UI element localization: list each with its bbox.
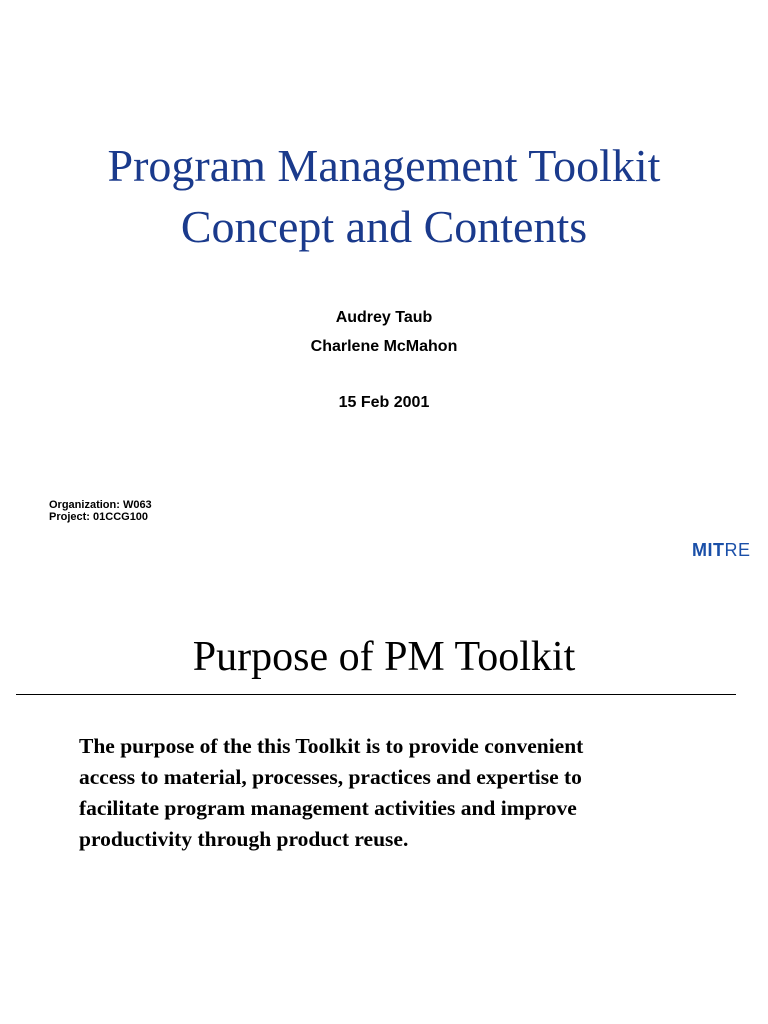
title-divider [16, 694, 736, 695]
mitre-logo [692, 539, 751, 561]
project-label: Project: 01CCG100 [49, 511, 149, 523]
purpose-slide [0, 580, 768, 1024]
paragraph-line: The purpose of the this Toolkit is to provide convenient [79, 734, 584, 758]
author-name: Charlene McMahon [310, 338, 458, 355]
slide-title-line-2: Concept and Contents [180, 201, 588, 252]
purpose-paragraph [79, 731, 719, 855]
organization-label: Organization: W063 [49, 499, 152, 511]
paragraph-line: access to material, processes, practices and expertise to [79, 765, 582, 789]
paragraph-line: facilitate program management activities and improve [79, 796, 577, 820]
paragraph-line: productivity through product reuse. [79, 827, 409, 851]
logo-bold-text: MIT [692, 540, 725, 560]
logo-regular-text: RE [724, 540, 751, 560]
author-name: Audrey Taub [335, 309, 433, 326]
presentation-date: 15 Feb 2001 [338, 394, 430, 411]
slide-title-line-1: Program Management Toolkit [107, 140, 661, 191]
slide-title: Purpose of PM Toolkit [192, 634, 576, 680]
